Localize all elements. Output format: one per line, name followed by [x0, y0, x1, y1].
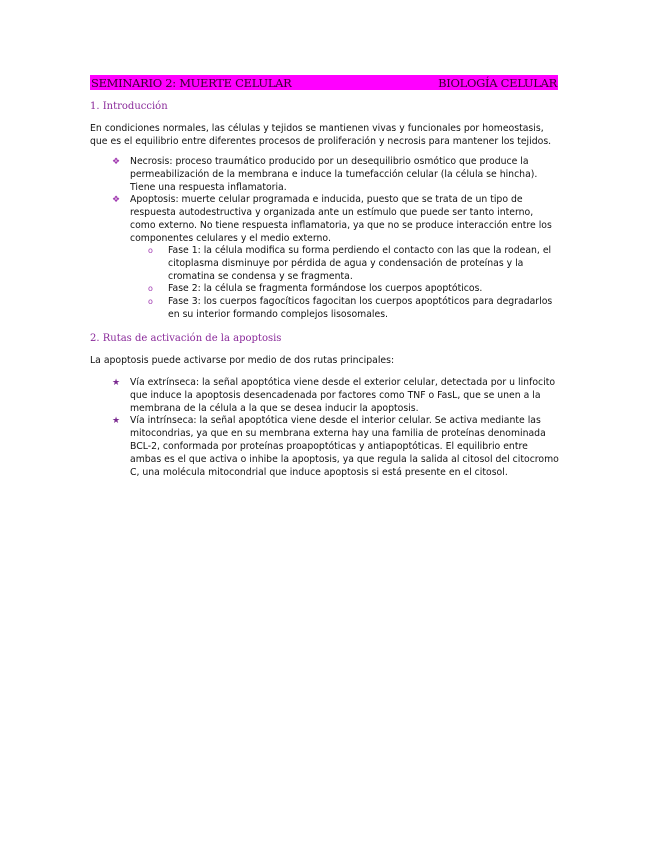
text-line: citoplasma disminuye por pérdida de agua y condensación de proteínas y la [168, 257, 524, 269]
text-line: Necrosis: proceso traumático producido por un desequilibrio osmótico que produce la [130, 156, 529, 167]
text-line: mitocondrias, ya que en su membrana externa hay una familia de proteínas denominada [130, 428, 546, 440]
diamond-icon: ❖ [112, 157, 121, 167]
list-item-apoptosis [112, 194, 552, 245]
text-line: Apoptosis: muerte celular programada e inducida, puesto que se trata de un tipo de [130, 194, 523, 206]
text-line: BCL-2, conformada por proteínas proapoptóticas y antiapoptóticas. El equilibrio entre [130, 440, 528, 452]
star-icon: ★ [112, 416, 121, 427]
text-line: En condiciones normales, las células y tejidos se mantienen vivas y funcionales por homeostasis, [90, 123, 544, 134]
text-line: en su interior formando complejos lisosomales. [168, 308, 388, 320]
section-title-introduccion: 1. Introducción [90, 101, 168, 112]
intro-paragraph [90, 122, 560, 148]
text-line: Tiene una respuesta inflamatoria. [130, 181, 287, 193]
text-line: que induce la apoptosis desencadenada por factores como TNF o FasL, que se unen a la [130, 389, 541, 401]
phases-list [148, 245, 553, 322]
diamond-icon: ❖ [112, 195, 121, 206]
text-line: Fase 1: la célula modifica su forma perdiendo el contacto con las que la rodean, el [168, 245, 552, 256]
text-line: cromatina se condensa y se fragmenta. [168, 270, 353, 282]
routes-list [112, 377, 559, 479]
text-line: La apoptosis puede activarse por medio de dos rutas principales: [90, 355, 395, 366]
list-item-fase-3 [148, 296, 553, 322]
list-item-via-extrinseca [112, 377, 559, 415]
text-line: componentes celulares y el medio externo. [130, 232, 331, 244]
types-list [112, 156, 552, 246]
text-line: Vía intrínseca: la señal apoptótica viene desde el interior celular. Se activa mediante las [130, 415, 541, 427]
section-title-rutas: 2. Rutas de activación de la apoptosis [90, 333, 282, 344]
text-line: Vía extrínseca: la señal apoptótica viene desde el exterior celular, detectada por u linfocito [130, 377, 556, 388]
text-line: permeabilización de la membrana e induce la tumefacción celular (la célula se hincha). [130, 168, 538, 180]
text-line: como externo. No tiene respuesta inflamatoria, ya que no se produce interacción entre los [130, 219, 552, 231]
text-line: C, una molécula mitocondrial que induce apoptosis si está presente en el citosol. [130, 466, 508, 478]
text-line: respuesta autodestructiva y organizada ante un estímulo que puede ser tanto interno, [130, 207, 534, 219]
text-line: Fase 3: los cuerpos fagocíticos fagocitan los cuerpos apoptóticos para degradarlos [168, 296, 553, 308]
header-subject: BIOLOGÍA CELULAR [438, 75, 557, 90]
text-line: ambas es el que activa o inhibe la apoptosis, ya que regula la salida al citosol del citocromo [130, 453, 559, 465]
circle-icon: o [148, 284, 153, 294]
circle-icon: o [148, 297, 153, 307]
list-item-necrosis [112, 156, 552, 194]
list-item-via-intrinseca [112, 415, 559, 479]
text-line: membrana de la célula a la que se desea inducir la apoptosis. [130, 402, 419, 414]
text-line: que es el equilibrio entre diferentes procesos de proliferación y necrosis para mantener los tejidos. [90, 136, 552, 147]
text-line: Fase 2: la célula se fragmenta formándose los cuerpos apoptóticos. [168, 283, 483, 295]
list-item-fase-2 [148, 283, 552, 296]
header-seminar-title: SEMINARIO 2: MUERTE CELULAR [91, 75, 292, 90]
rutas-intro-paragraph [90, 354, 560, 367]
circle-icon: o [148, 246, 153, 255]
list-item-fase-1 [148, 245, 552, 283]
document-header [90, 75, 558, 90]
star-icon: ★ [112, 378, 121, 388]
